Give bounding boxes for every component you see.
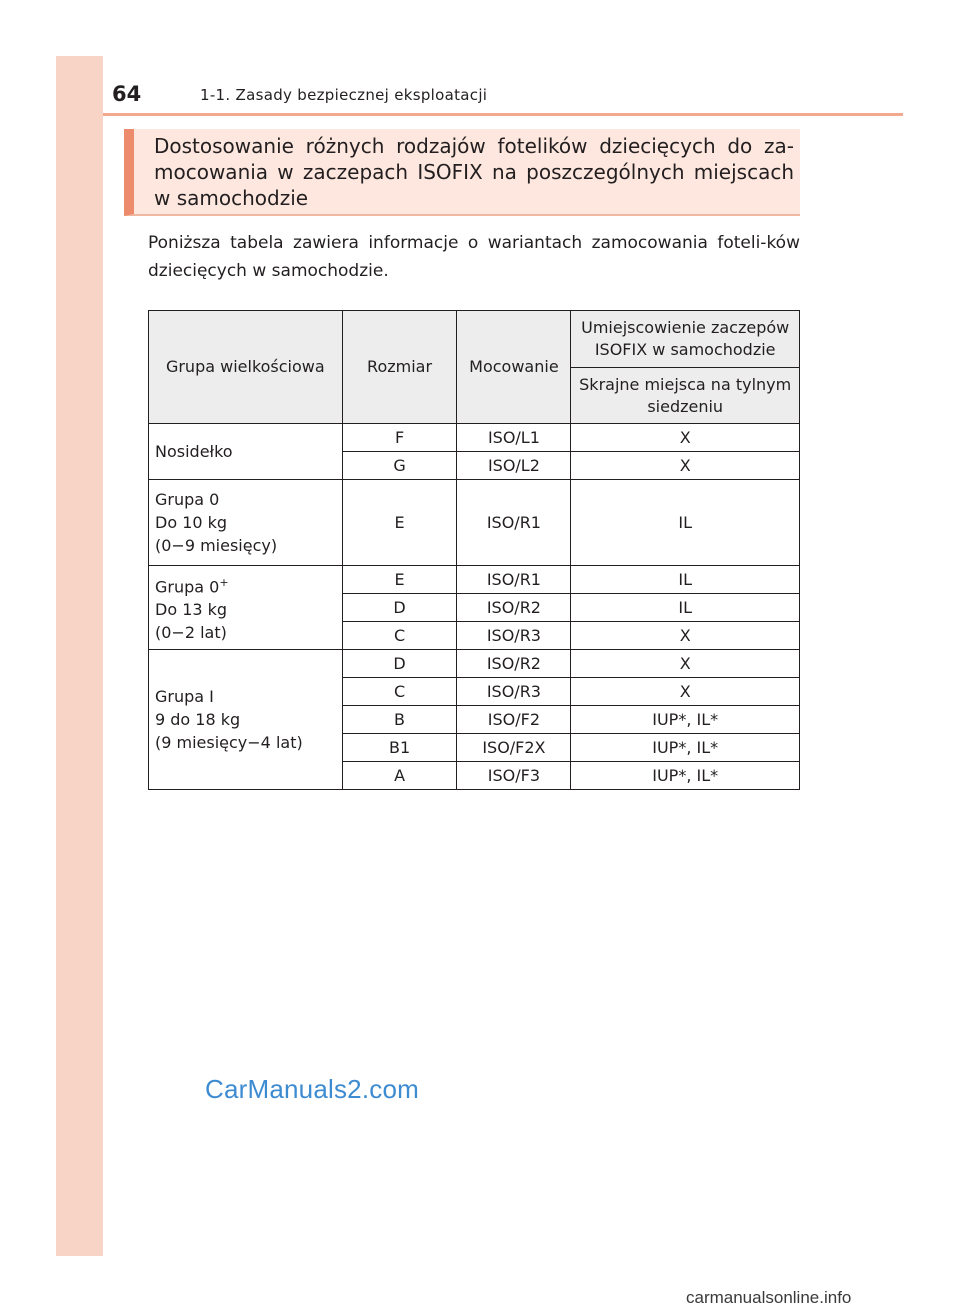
position-cell: X bbox=[571, 452, 800, 480]
mount-cell: ISO/L2 bbox=[457, 452, 571, 480]
side-strip bbox=[56, 56, 103, 1256]
header-size: Rozmiar bbox=[342, 311, 457, 424]
mount-cell: ISO/F2 bbox=[457, 706, 571, 734]
group-label-line: Grupa I bbox=[155, 687, 214, 706]
size-cell: A bbox=[342, 762, 457, 790]
header-group: Grupa wielkościowa bbox=[149, 311, 343, 424]
mount-cell: ISO/R2 bbox=[457, 594, 571, 622]
position-cell: IL bbox=[571, 566, 800, 594]
intro-paragraph: Poniższa tabela zawiera informacje o wariantach zamocowania foteli-ków dziecięcych w samochodzie. bbox=[148, 233, 800, 281]
group-label-line: Do 13 kg bbox=[155, 600, 228, 620]
position-cell: X bbox=[571, 650, 800, 678]
group-label bbox=[149, 480, 343, 566]
position-cell: IUP*, IL* bbox=[571, 706, 800, 734]
position-cell: IL bbox=[571, 594, 800, 622]
group-label bbox=[149, 650, 343, 790]
size-cell: E bbox=[342, 480, 457, 566]
position-cell: IUP*, IL* bbox=[571, 734, 800, 762]
page-number: 64 bbox=[112, 82, 142, 106]
mount-cell: ISO/L1 bbox=[457, 424, 571, 452]
table-row bbox=[149, 424, 800, 452]
size-cell: C bbox=[342, 678, 457, 706]
mount-cell: ISO/R3 bbox=[457, 622, 571, 650]
mount-cell: ISO/F2X bbox=[457, 734, 571, 762]
size-cell: B bbox=[342, 706, 457, 734]
header-mount: Mocowanie bbox=[457, 311, 571, 424]
header-position: Skrajne miejsca na tylnym siedzeniu bbox=[571, 368, 800, 424]
group-label bbox=[149, 566, 343, 650]
section-title: Dostosowanie różnych rodzajów fotelików dziecięcych do za-mocowania w zaczepach ISOFIX na poszczególnych miejscach w samochodzie bbox=[154, 134, 794, 210]
group-label-line: Nosidełko bbox=[155, 442, 233, 461]
group-label-line: 9 do 18 kg bbox=[155, 710, 241, 729]
position-cell: IL bbox=[571, 480, 800, 566]
mount-cell: ISO/R1 bbox=[457, 480, 571, 566]
site-logo-watermark: CarManuals2.com bbox=[205, 1074, 419, 1104]
group-label-line: Grupa 0 bbox=[155, 490, 220, 509]
table-row bbox=[149, 650, 800, 678]
table-body bbox=[149, 424, 800, 790]
superscript-plus: + bbox=[219, 575, 229, 589]
size-cell: C bbox=[342, 622, 457, 650]
table-row bbox=[149, 566, 800, 594]
footer-watermark: carmanualsonline.info bbox=[686, 1288, 852, 1307]
header-rule bbox=[103, 113, 903, 116]
position-cell: X bbox=[571, 678, 800, 706]
group-label-line: (0−9 miesięcy) bbox=[155, 536, 278, 555]
size-cell: E bbox=[342, 566, 457, 594]
group-label-line: (0−2 lat) bbox=[155, 623, 227, 643]
header-location: Umiejscowienie zaczepów ISOFIX w samochodzie bbox=[571, 311, 800, 368]
size-cell: G bbox=[342, 452, 457, 480]
section-heading-box bbox=[124, 129, 800, 216]
mount-cell: ISO/R1 bbox=[457, 566, 571, 594]
position-cell: X bbox=[571, 622, 800, 650]
running-head: 1-1. Zasady bezpiecznej eksploatacji bbox=[200, 86, 488, 104]
position-cell: IUP*, IL* bbox=[571, 762, 800, 790]
size-cell: D bbox=[342, 594, 457, 622]
size-cell: B1 bbox=[342, 734, 457, 762]
group-label-line: Grupa 0+ bbox=[155, 575, 229, 597]
size-cell: D bbox=[342, 650, 457, 678]
group-label-line: (9 miesięcy−4 lat) bbox=[155, 733, 303, 752]
table-row bbox=[149, 480, 800, 566]
position-cell: X bbox=[571, 424, 800, 452]
mount-cell: ISO/F3 bbox=[457, 762, 571, 790]
mount-cell: ISO/R2 bbox=[457, 650, 571, 678]
size-cell: F bbox=[342, 424, 457, 452]
group-label-line: Do 10 kg bbox=[155, 513, 228, 532]
mount-cell: ISO/R3 bbox=[457, 678, 571, 706]
group-label bbox=[149, 424, 343, 480]
isofix-table bbox=[148, 310, 800, 790]
